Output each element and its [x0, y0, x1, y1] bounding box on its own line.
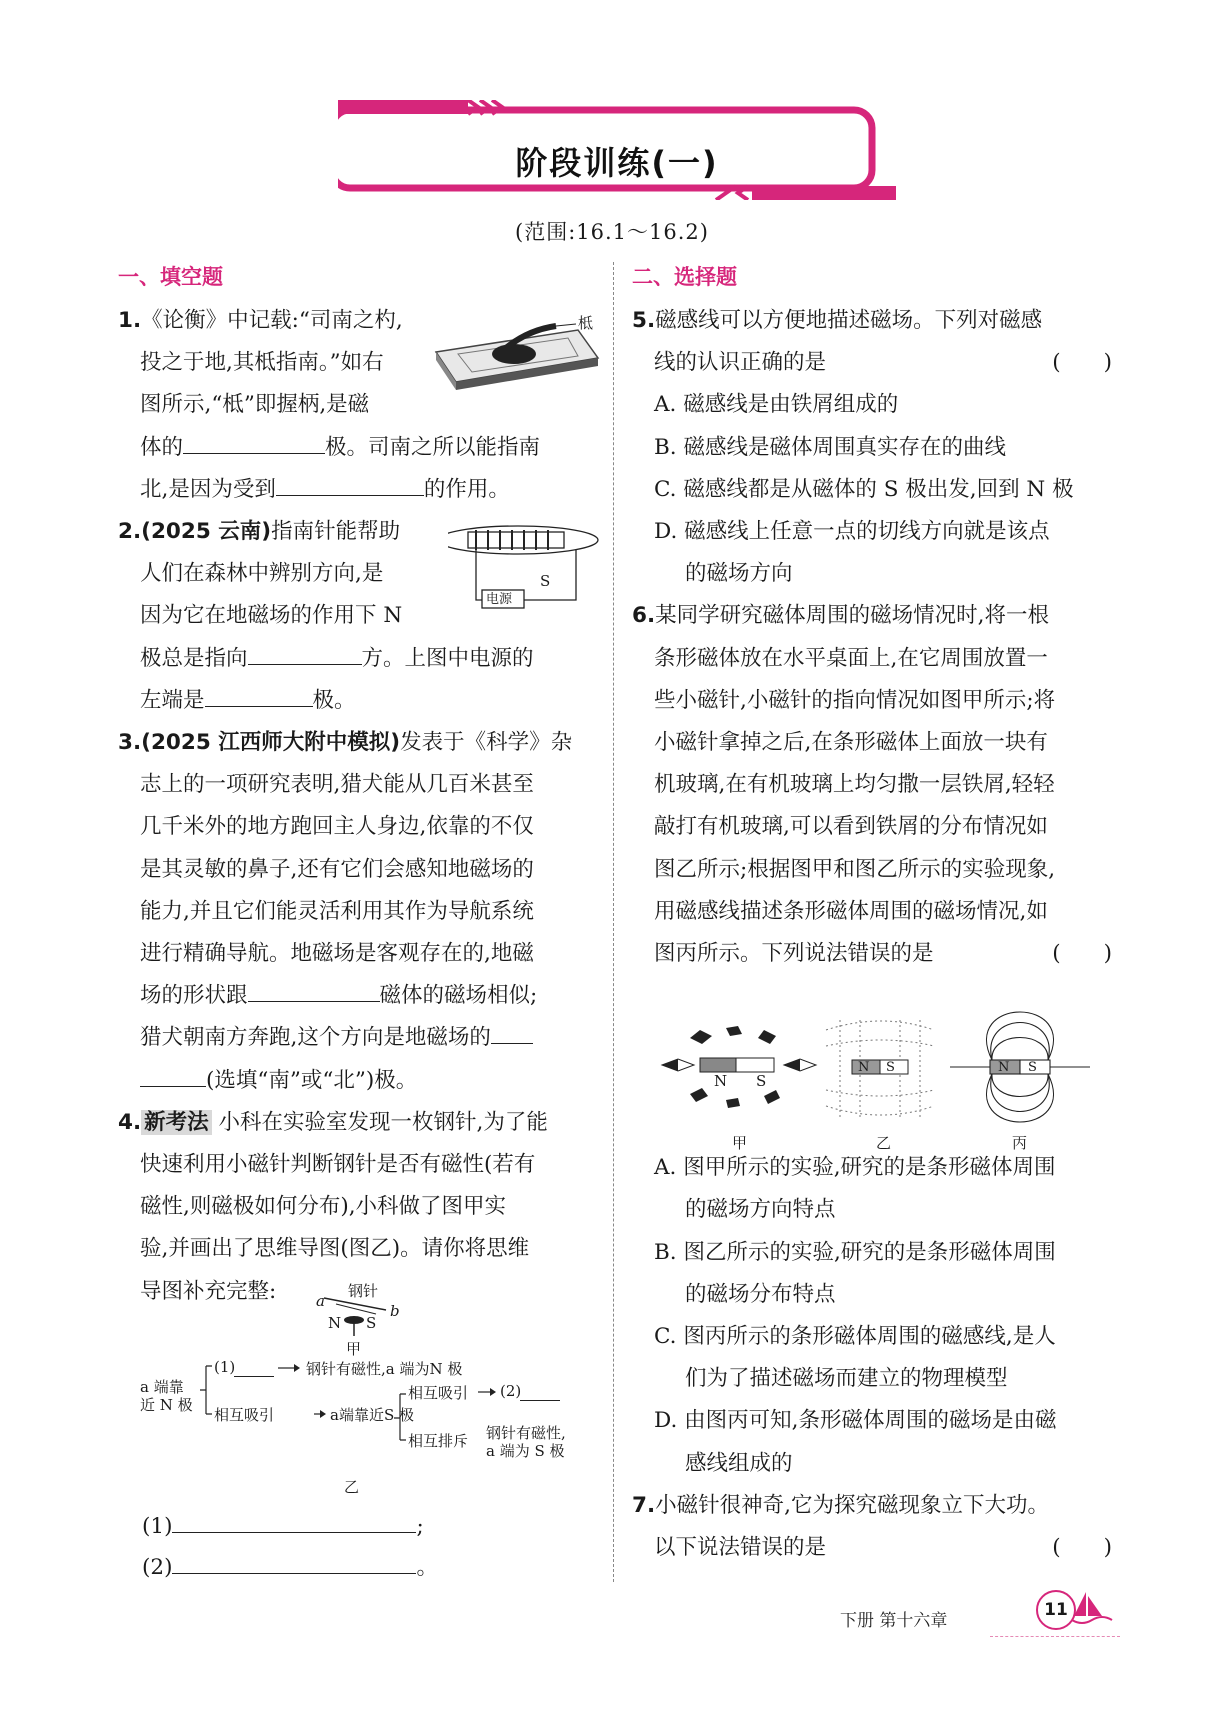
q2-line3: 因为它在地磁场的作用下 N: [140, 603, 403, 629]
q6-line2: 条形磁体放在水平桌面上,在它周围放置一: [654, 645, 1048, 671]
q4-line1: 小科在实验室发现一枚钢针,为了能: [218, 1109, 548, 1135]
q4-fig-blank1-line: [234, 1376, 274, 1377]
q6-number: 6.: [632, 603, 656, 629]
q4-answer2-end: 。: [416, 1555, 438, 1580]
q3-line7a: 场的形状跟: [140, 983, 248, 1009]
q5-answer-paren[interactable]: ( ): [1052, 350, 1112, 376]
q4-mindmap-figure: [140, 1280, 600, 1500]
q6-option-a-cont: 的磁场方向特点: [685, 1197, 836, 1223]
q3-line3: 几千米外的地方跑回主人身边,依靠的不仅: [140, 814, 534, 840]
q4-fig-needle-label: 钢针: [348, 1282, 379, 1300]
q4-fig-result3a: 钢针有磁性,: [486, 1424, 566, 1442]
q4-fig-blank2-line: [520, 1400, 560, 1401]
q4-answer1-blank[interactable]: [172, 1506, 416, 1533]
q4-fig-yi-label: 乙: [344, 1478, 360, 1496]
q3-blank-2b[interactable]: [140, 1060, 206, 1087]
q4-line4: 验,并画出了思维导图(图乙)。请你将思维: [140, 1236, 530, 1262]
q2-solenoid-figure: [448, 516, 604, 610]
q6-option-c-cont: 们为了描述磁场而建立的物理模型: [685, 1366, 1008, 1392]
sailboat-icon: [1070, 1588, 1114, 1632]
q4-fig-b-label: b: [390, 1302, 400, 1320]
q5-option-a[interactable]: A. 磁感线是由铁屑组成的: [654, 392, 899, 418]
q3-line1: 发表于《科学》杂: [400, 730, 573, 756]
q2-line2: 人们在森林中辨别方向,是: [140, 561, 384, 587]
q4-fig-root-line1: a 端靠: [140, 1378, 184, 1396]
q1-fig-handle-label: 柢: [578, 314, 594, 332]
q6-line8: 用磁感线描述条形磁体周围的磁场情况,如: [654, 898, 1048, 924]
q6-fig-yi-caption: 乙: [876, 1134, 892, 1152]
q4-fig-result1: 钢针有磁性,a 端为N 极: [306, 1360, 463, 1378]
q2-fig-power-label: 电源: [486, 592, 513, 607]
q4-fig-attract2-label: 相互吸引: [408, 1384, 469, 1402]
q6-fig-yi-s-label: S: [886, 1060, 895, 1075]
q6-fig-bing-s-label: S: [1028, 1060, 1037, 1075]
left-column: [118, 262, 600, 1313]
q4-answer1-end: ;: [416, 1514, 424, 1539]
q3-line6: 进行精确导航。地磁场是客观存在的,地磁: [140, 941, 534, 967]
q4-fig-jia-label: 甲: [346, 1340, 362, 1358]
q6-option-b-cont: 的磁场分布特点: [685, 1281, 836, 1307]
q1-number: 1.: [118, 308, 142, 333]
q6-magnet-figures: [660, 1010, 1120, 1160]
q6-line9: 图丙所示。下列说法错误的是: [654, 941, 934, 967]
q2-fig-s-label: S: [540, 572, 551, 590]
page-number: 11: [1036, 1590, 1076, 1630]
q4-fig-root-line2: 近 N 极: [140, 1396, 193, 1414]
q2-line4b: 方。上图中电源的: [361, 645, 534, 671]
q4-line3: 磁性,则磁极如何分布),小科做了图甲实: [140, 1194, 507, 1220]
question-5: [632, 300, 1118, 595]
q1-line1: 《论衡》中记载:“司南之杓,: [141, 308, 403, 333]
q5-option-d-cont: 的磁场方向: [685, 561, 793, 587]
q2-number: 2.: [118, 519, 142, 545]
q4-fig-n-label: N: [328, 1314, 342, 1332]
q5-option-d[interactable]: D. 磁感线上任意一点的切线方向就是该点: [654, 519, 1050, 545]
q5-option-c[interactable]: C. 磁感线都是从磁体的 S 极出发,回到 N 极: [654, 476, 1074, 502]
q1-blank-1[interactable]: [183, 427, 325, 454]
q3-blank-2a[interactable]: [491, 1017, 533, 1044]
q4-fig-s-label: S: [366, 1314, 377, 1332]
q1-line5b: 的作用。: [423, 476, 510, 502]
q6-fig-yi-filings: [820, 1016, 940, 1128]
q2-line4a: 极总是指向: [140, 645, 248, 671]
q5-line2: 线的认识正确的是: [654, 350, 827, 376]
q4-fig-repel-label: 相互排斥: [408, 1432, 469, 1450]
q6-line3: 些小磁针,小磁针的指向情况如图甲所示;将: [654, 687, 1056, 713]
q4-fig-blank1-label: (1): [214, 1358, 236, 1376]
section-multiple-choice: 二、选择题: [632, 265, 737, 289]
q6-answer-paren[interactable]: ( ): [1052, 941, 1112, 967]
q1-line4a: 体的: [140, 434, 184, 460]
q7-answer-paren[interactable]: ( ): [1052, 1535, 1112, 1561]
q1-blank-2[interactable]: [276, 469, 424, 496]
q3-line9: (选填“南”或“北”)极。: [206, 1067, 418, 1093]
q6-option-b[interactable]: B. 图乙所示的实验,研究的是条形磁体周围: [654, 1239, 1056, 1265]
q6-fig-yi-n-label: N: [858, 1060, 870, 1075]
q6-fig-jia-s-label: S: [756, 1072, 767, 1090]
q3-line8: 猎犬朝南方奔跑,这个方向是地磁场的: [140, 1025, 491, 1051]
q2-line5a: 左端是: [140, 687, 205, 713]
section-fill-blank: 一、填空题: [118, 265, 223, 289]
q1-line5a: 北,是因为受到: [140, 476, 276, 502]
q6-line5: 机玻璃,在有机玻璃上均匀撒一层铁屑,轻轻: [654, 772, 1055, 798]
q4-fig-near-s-label: a端靠近S 极: [330, 1406, 414, 1424]
right-column: [632, 262, 1118, 1569]
q4-new-method-tag: 新考法: [141, 1110, 212, 1135]
q5-option-b[interactable]: B. 磁感线是磁体周围真实存在的曲线: [654, 434, 1006, 460]
q6-fig-jia-caption: 甲: [732, 1134, 748, 1152]
q4-number: 4.: [118, 1109, 142, 1135]
q6-option-d[interactable]: D. 由图丙可知,条形磁体周围的磁场是由磁: [654, 1408, 1057, 1434]
q6-option-a[interactable]: A. 图甲所示的实验,研究的是条形磁体周围: [654, 1155, 1056, 1181]
q3-source-tag: (2025 江西师大附中模拟): [141, 730, 401, 756]
scope-label: (范围:16.1～16.2): [515, 220, 709, 244]
q4-fig-attract-label: 相互吸引: [214, 1406, 275, 1424]
footer-chapter: 下册 第十六章: [840, 1611, 948, 1631]
q6-line4: 小磁针拿掉之后,在条形磁体上面放一块有: [654, 730, 1048, 756]
q4-answer2-label: (2): [142, 1555, 173, 1580]
q6-line6: 敲打有机玻璃,可以看到铁屑的分布情况如: [654, 814, 1048, 840]
q6-fig-jia-compasses: [662, 1026, 816, 1108]
q7-line2: 以下说法错误的是: [654, 1535, 827, 1561]
q4-line2: 快速利用小磁针判断钢针是否有磁性(若有: [140, 1152, 536, 1178]
q4-answer1-label: (1): [142, 1514, 173, 1539]
q7-line1: 小磁针很神奇,它为探究磁现象立下大功。: [655, 1492, 1049, 1518]
q2-line1: 指南针能帮助: [271, 519, 401, 545]
q4-answers: [142, 1506, 438, 1588]
q3-blank-1[interactable]: [248, 975, 380, 1002]
q6-line1: 某同学研究磁体周围的磁场情况时,将一根: [655, 603, 1049, 629]
q1-line4b: 极。司南之所以能指南: [325, 434, 541, 460]
q3-line4: 是其灵敏的鼻子,还有它们会感知地磁场的: [140, 856, 534, 882]
q3-number: 3.: [118, 730, 142, 756]
q4-fig-blank2-label: (2): [500, 1382, 522, 1400]
page-title: 阶段训练(一): [515, 144, 719, 182]
question-3: [118, 722, 600, 1102]
q5-line1: 磁感线可以方便地描述磁场。下列对磁感: [655, 308, 1043, 333]
q6-fig-jia-n-label: N: [714, 1072, 728, 1090]
q4-line5: 导图补充完整:: [140, 1278, 277, 1304]
q6-option-c[interactable]: C. 图丙所示的条形磁体周围的磁感线,是人: [654, 1324, 1056, 1350]
q6-fig-bing-n-label: N: [998, 1060, 1010, 1075]
q4-fig-a-label: a: [316, 1292, 325, 1310]
q6-fig-bing-caption: 丙: [1012, 1134, 1028, 1152]
q4-answer2-blank[interactable]: [172, 1547, 416, 1574]
q6-option-d-cont: 感线组成的: [685, 1450, 793, 1476]
q4-fig-result3b: a 端为 S 极: [486, 1442, 565, 1460]
q1-line2: 投之于地,其柢指南。”如右: [140, 350, 384, 376]
q1-line3: 图所示,“柢”即握柄,是磁: [140, 392, 370, 418]
question-7: [632, 1485, 1118, 1569]
q2-blank-1[interactable]: [248, 638, 362, 665]
q2-blank-2[interactable]: [205, 680, 313, 707]
q3-line2: 志上的一项研究表明,猎犬能从几百米甚至: [140, 772, 534, 798]
q3-line5: 能力,并且它们能灵活利用其作为导航系统: [140, 898, 534, 924]
q7-number: 7.: [632, 1492, 656, 1518]
footer-wave-line: [990, 1636, 1120, 1637]
q5-number: 5.: [632, 308, 656, 333]
q1-sinan-figure: [428, 312, 608, 398]
column-divider: [613, 262, 614, 1582]
q3-line7b: 磁体的磁场相似;: [379, 983, 538, 1009]
q2-source-tag: (2025 云南): [141, 519, 272, 545]
q6-line7: 图乙所示;根据图甲和图乙所示的实验现象,: [654, 856, 1056, 882]
title-banner: [338, 100, 896, 200]
q6-fig-bing-field-lines: [950, 1012, 1090, 1122]
q2-line5b: 极。: [312, 687, 356, 713]
